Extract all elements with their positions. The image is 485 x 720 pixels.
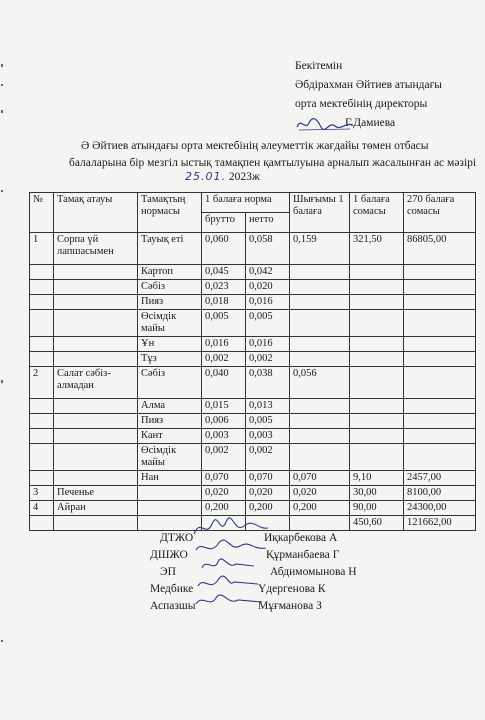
cell-dish [54,399,138,414]
cell-num: 2 [30,367,54,399]
cell-dish [54,429,138,444]
cell-net: 0,020 [246,280,290,295]
cell-net: 0,013 [246,399,290,414]
table-row [30,429,476,444]
cell-gross: 0,005 [202,310,246,337]
cell-gross: 0,045 [202,265,246,280]
cell-net: 0,038 [246,367,290,399]
cell-cost-all: 8100,00 [404,486,476,501]
cell-cost-all [404,429,476,444]
cell-num [30,337,54,352]
table-row [30,280,476,295]
cell-consumption: 0,020 [290,486,350,501]
cell-consumption [290,414,350,429]
cell-net: 0,200 [246,501,290,516]
cell-dish [54,295,138,310]
approval-heading: Бекітемін [295,60,343,72]
cell-dish: Айран [54,501,138,516]
cell-net: 0,005 [246,414,290,429]
cell-gross: 0,018 [202,295,246,310]
cell-gross: 0,015 [202,399,246,414]
cell-dish [54,310,138,337]
cell-consumption [290,337,350,352]
cell-ingredient: Кант [138,429,202,444]
cell-net: 0,002 [246,444,290,471]
cell-consumption [290,444,350,471]
cell-net: 0,002 [246,352,290,367]
cell-gross: 0,060 [202,233,246,265]
cell-ingredient: Пияз [138,414,202,429]
cell-cost-one [350,310,404,337]
cell-num [30,265,54,280]
signature-name: Үдергенова К [258,583,326,595]
cell-consumption [290,295,350,310]
cell-ingredient [138,501,202,516]
cell-consumption [290,429,350,444]
header-num: № [30,193,54,233]
header-net: нетто [246,213,290,233]
cell-consumption: 0,056 [290,367,350,399]
table-row [30,265,476,280]
title-line-1: Ә Әйтиев атындағы орта мектебінің әлеуметтік жағдайы төмен отбасы [81,140,429,152]
cell-ingredient: Сәбіз [138,280,202,295]
cell-cost-one [350,265,404,280]
cell-cost-all: 121662,00 [404,516,476,531]
table-row [30,471,476,486]
cell-dish [54,265,138,280]
cell-consumption [290,399,350,414]
cell-cost-one [350,399,404,414]
cell-num [30,429,54,444]
cell-ingredient [138,486,202,501]
cell-num: 4 [30,501,54,516]
header-consumption: Шығымы 1 балаға [290,193,350,233]
cell-ingredient: Картоп [138,265,202,280]
signature-role: Аспазшы [150,600,196,612]
table-row [30,367,476,399]
cell-dish [54,444,138,471]
cell-consumption [290,352,350,367]
approval-signature-line [295,114,442,133]
handwritten-date: 25.01. [185,170,226,183]
cell-num [30,399,54,414]
cell-dish [54,471,138,486]
document-year: 2023ж [228,171,260,183]
signature-role: ЭП [160,566,176,578]
cell-ingredient: Тұз [138,352,202,367]
cell-ingredient: Алма [138,399,202,414]
cell-net: 0,058 [246,233,290,265]
cell-cost-one [350,444,404,471]
cell-num [30,444,54,471]
cell-consumption [290,280,350,295]
signature-name: Абдимомынова Н [270,566,357,578]
header-gross: брутто [202,213,246,233]
cell-cost-all [404,310,476,337]
cell-consumption: 0,070 [290,471,350,486]
cell-dish [54,280,138,295]
table-row [30,444,476,471]
header-ingredient: Тамақтың нормасы [138,193,202,233]
cell-num [30,352,54,367]
cell-ingredient: Ұн [138,337,202,352]
cell-consumption: 0,159 [290,233,350,265]
cell-consumption [290,310,350,337]
table-row [30,486,476,501]
cell-num [30,280,54,295]
table-row [30,337,476,352]
cell-net: 0,020 [246,486,290,501]
cell-consumption [290,265,350,280]
table-row [30,501,476,516]
cell-net: 0,016 [246,295,290,310]
header-cost-one: 1 балаға сомасы [350,193,404,233]
cell-gross: 0,003 [202,429,246,444]
cell-dish [54,337,138,352]
signature-role: ДШЖО [150,549,188,561]
signature-role: Медбике [150,583,194,595]
cell-cost-one: 9,10 [350,471,404,486]
cell-cost-all [404,352,476,367]
cell-net: 0,005 [246,310,290,337]
cell-cost-one [350,295,404,310]
cell-ingredient: Тауық еті [138,233,202,265]
table-row [30,352,476,367]
signature-name: Құрманбаева Г [266,549,340,561]
cell-num [30,471,54,486]
cell-cost-one [350,280,404,295]
table-row [30,310,476,337]
cell-gross: 0,040 [202,367,246,399]
approval-school: Әбдірахман Әйтиев атындағы [295,79,443,91]
cell-num: 1 [30,233,54,265]
header-dish: Тамақ атауы [54,193,138,233]
signature-name: Иқкарбекова А [264,532,338,544]
cell-consumption [290,516,350,531]
approval-position: орта мектебінің директоры [295,98,428,110]
menu-table [29,192,476,531]
cell-cost-one: 321,50 [350,233,404,265]
cell-num [30,516,54,531]
cell-dish [54,516,138,531]
cell-cost-one: 30,00 [350,486,404,501]
cell-num [30,295,54,310]
cell-gross: 0,002 [202,444,246,471]
header-cost-all: 270 балаға сомасы [404,193,476,233]
cell-dish: Печенье [54,486,138,501]
cell-cost-all [404,265,476,280]
cell-net: 0,042 [246,265,290,280]
cell-dish [54,352,138,367]
cell-cost-one [350,414,404,429]
table-row [30,414,476,429]
table-row [30,295,476,310]
director-name: Г.Дамиева [345,117,396,129]
cell-cost-all: 24300,00 [404,501,476,516]
cell-cost-one: 450,60 [350,516,404,531]
cell-dish: Сорпа үй лапшасымен [54,233,138,265]
cell-net: 0,016 [246,337,290,352]
cell-ingredient: Өсімдік майы [138,444,202,471]
header-norm: 1 балаға норма [202,193,290,213]
signature-name: Мұғманова З [258,600,322,612]
cell-ingredient: Сәбіз [138,367,202,399]
director-signature [295,115,355,133]
cell-cost-all [404,295,476,310]
cell-num [30,310,54,337]
cell-dish: Салат сәбіз-алмадан [54,367,138,399]
cell-cost-one [350,352,404,367]
cell-cost-one: 90,00 [350,501,404,516]
cell-consumption: 0,200 [290,501,350,516]
cell-gross: 0,070 [202,471,246,486]
cell-cost-all [404,444,476,471]
document-date [185,170,260,183]
cell-gross: 0,016 [202,337,246,352]
cell-num [30,414,54,429]
cell-gross: 0,023 [202,280,246,295]
cell-cost-one [350,367,404,399]
cell-ingredient: Өсімдік майы [138,310,202,337]
title-line-2: балаларына бір мезгіл ыстық тамақпен қамтылуына арналып жасалынған ас мәзірі [69,157,477,169]
cell-cost-all [404,280,476,295]
scan-edge-marks [0,40,4,700]
table-row [30,399,476,414]
cell-cost-all: 2457,00 [404,471,476,486]
cell-num: 3 [30,486,54,501]
cell-gross: 0,002 [202,352,246,367]
cell-cost-one [350,337,404,352]
cell-cost-all [404,399,476,414]
cell-cost-all [404,337,476,352]
cell-cost-one [350,429,404,444]
cell-cost-all [404,414,476,429]
cell-cost-all [404,367,476,399]
cell-gross: 0,006 [202,414,246,429]
table-row [30,233,476,265]
cell-net: 0,003 [246,429,290,444]
cell-net: 0,070 [246,471,290,486]
menu-table-body [30,233,476,531]
cell-ingredient: Пияз [138,295,202,310]
signature-role: ДТЖО [160,532,194,544]
approval-block [295,57,442,133]
cell-gross: 0,020 [202,486,246,501]
cell-dish [54,414,138,429]
cell-ingredient: Нан [138,471,202,486]
cell-cost-all: 86805,00 [404,233,476,265]
cell-gross: 0,200 [202,501,246,516]
